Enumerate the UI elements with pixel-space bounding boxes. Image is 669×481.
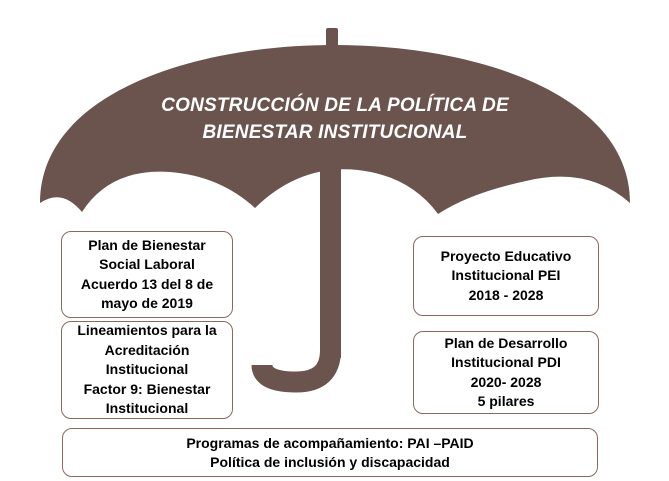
box-line: Acreditación <box>104 341 190 358</box>
box-line: 2020- 2028 <box>470 373 542 390</box>
box-line: Proyecto Educativo <box>440 247 572 264</box>
box-line: 5 pilares <box>477 393 535 409</box>
box-line: 2018 - 2028 <box>468 286 544 303</box>
box-line: Factor 9: Bienestar <box>83 380 211 397</box>
box-line: Programas de acompañamiento: PAI –PAID <box>186 434 474 451</box>
umbrella-shaft <box>320 158 341 358</box>
lineamientos-box <box>61 321 233 419</box>
box-line: Plan de Desarrollo <box>444 334 568 351</box>
title-line: BIENESTAR INSTITUCIONAL <box>202 122 468 143</box>
box-line: Acuerdo 13 del 8 de <box>80 275 214 292</box>
box-line: Plan de Bienestar <box>88 236 206 253</box>
umbrella-handle <box>262 350 331 382</box>
plan-bienestar-box <box>61 231 233 318</box>
box-line: Social Laboral <box>99 256 195 272</box>
title-line: CONSTRUCCIÓN DE LA POLÍTICA DE <box>161 95 509 116</box>
pei-box <box>413 236 599 316</box>
pdi-box <box>413 331 599 414</box>
box-line: Institucional <box>105 361 189 378</box>
box-line: mayo de 2019 <box>101 295 193 311</box>
box-line: Institucional PEI <box>451 267 561 284</box>
box-line: Política de inclusión y discapacidad <box>210 453 450 470</box>
programas-box <box>62 428 598 477</box>
diagram-title <box>120 92 550 146</box>
box-line: Institucional PDI <box>451 354 561 370</box>
box-line: Lineamientos para la <box>77 322 217 339</box>
box-line: Institucional <box>105 400 189 417</box>
